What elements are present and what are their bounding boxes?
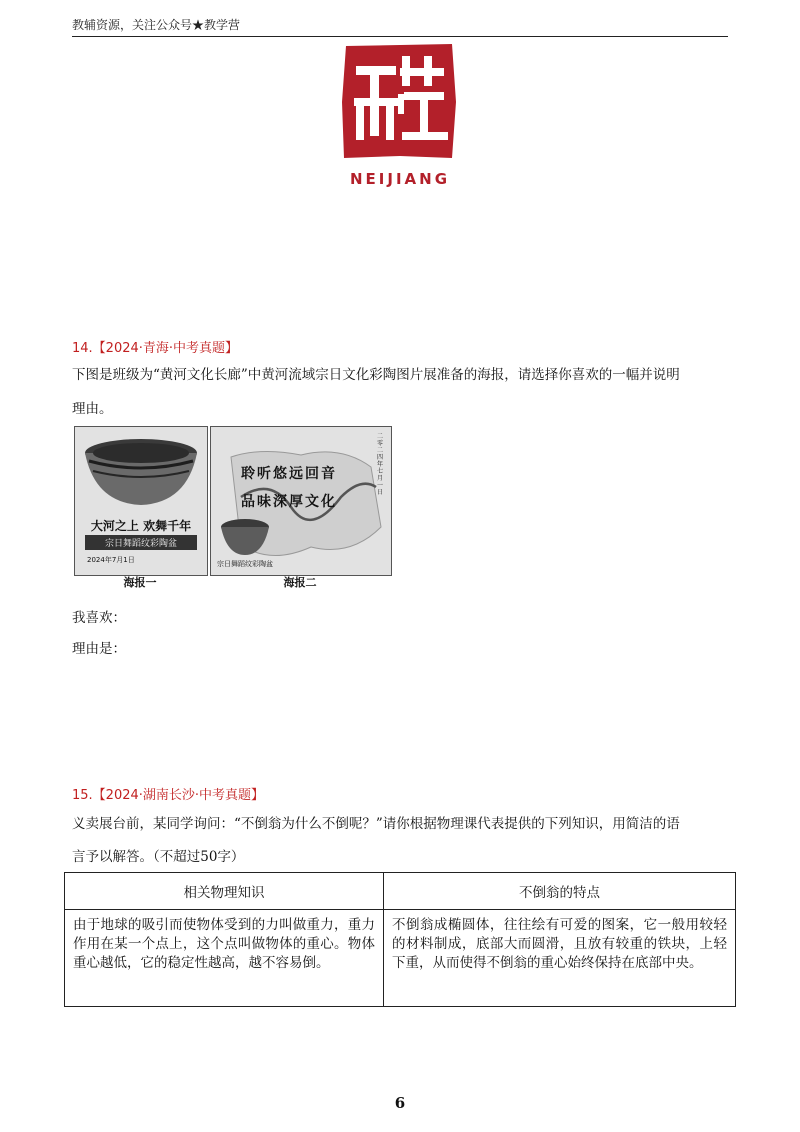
question-15-title: 15.【2024·湖南长沙·中考真题】 <box>72 788 265 803</box>
neijiang-logo <box>330 42 470 192</box>
table-row <box>65 910 736 1007</box>
page-header: 教辅资源，关注公众号★教学营 <box>72 14 728 37</box>
poster-two-line1: 聆听悠远回音 <box>241 466 337 482</box>
physics-table <box>64 872 736 1007</box>
question-14-title: 14.【2024·青海·中考真题】 <box>72 341 239 356</box>
page-number: 6 <box>394 1094 406 1112</box>
poster-two-subtitle: 宗日舞蹈纹彩陶盆 <box>217 560 273 568</box>
table-cell-knowledge: 由于地球的吸引而使物体受到的力叫做重力，重力作用在某一个点上，这个点叫做物体的重心。物体重心越低，它的稳定性越高，越不容易倒。 <box>65 910 384 1007</box>
poster-one-caption: 海报一 <box>123 576 157 589</box>
answer-like-label: 我喜欢： <box>72 610 126 626</box>
table-header-features: 不倒翁的特点 <box>384 873 736 910</box>
poster-one <box>74 426 208 576</box>
poster-figure <box>72 424 392 590</box>
poster-one-date: 2024年7月1日 <box>87 556 135 564</box>
question-15-prompt-line1: 义卖展台前，某同学询问：“不倒翁为什么不倒呢？”请你根据物理课代表提供的下列知识，用简洁的语 <box>72 816 680 832</box>
poster-one-slogan: 大河之上 欢舞千年 <box>90 519 192 533</box>
question-15-prompt-line2: 言予以解答。（不超过50字） <box>72 849 245 865</box>
table-cell-features: 不倒翁成椭圆体，往往绘有可爱的图案，它一般用较轻的材料制成，底部大而圆滑，且放有较重的铁块，上轻下重，从而使得不倒翁的重心始终保持在底部中央。 <box>384 910 736 1007</box>
seal-logo-icon <box>340 42 458 160</box>
poster-two-side-text: 二零二四年七月一日 <box>377 433 384 496</box>
table-header-row <box>65 873 736 910</box>
poster-two-caption: 海报二 <box>283 576 317 589</box>
pottery-bowl-icon <box>75 431 207 511</box>
question-14-prompt-line1: 下图是班级为“黄河文化长廊”中黄河流域宗日文化彩陶图片展准备的海报，请选择你喜欢的一幅并说明 <box>72 367 680 383</box>
answer-reason-label: 理由是： <box>72 641 126 657</box>
question-14-prompt-line2: 理由。 <box>72 401 113 417</box>
table-header-knowledge: 相关物理知识 <box>65 873 384 910</box>
logo-text: NEIJIANG <box>349 170 451 188</box>
poster-one-subtitle: 宗日舞蹈纹彩陶盆 <box>85 535 197 550</box>
poster-two-line2: 品味深厚文化 <box>241 494 337 510</box>
poster-two <box>210 426 392 576</box>
